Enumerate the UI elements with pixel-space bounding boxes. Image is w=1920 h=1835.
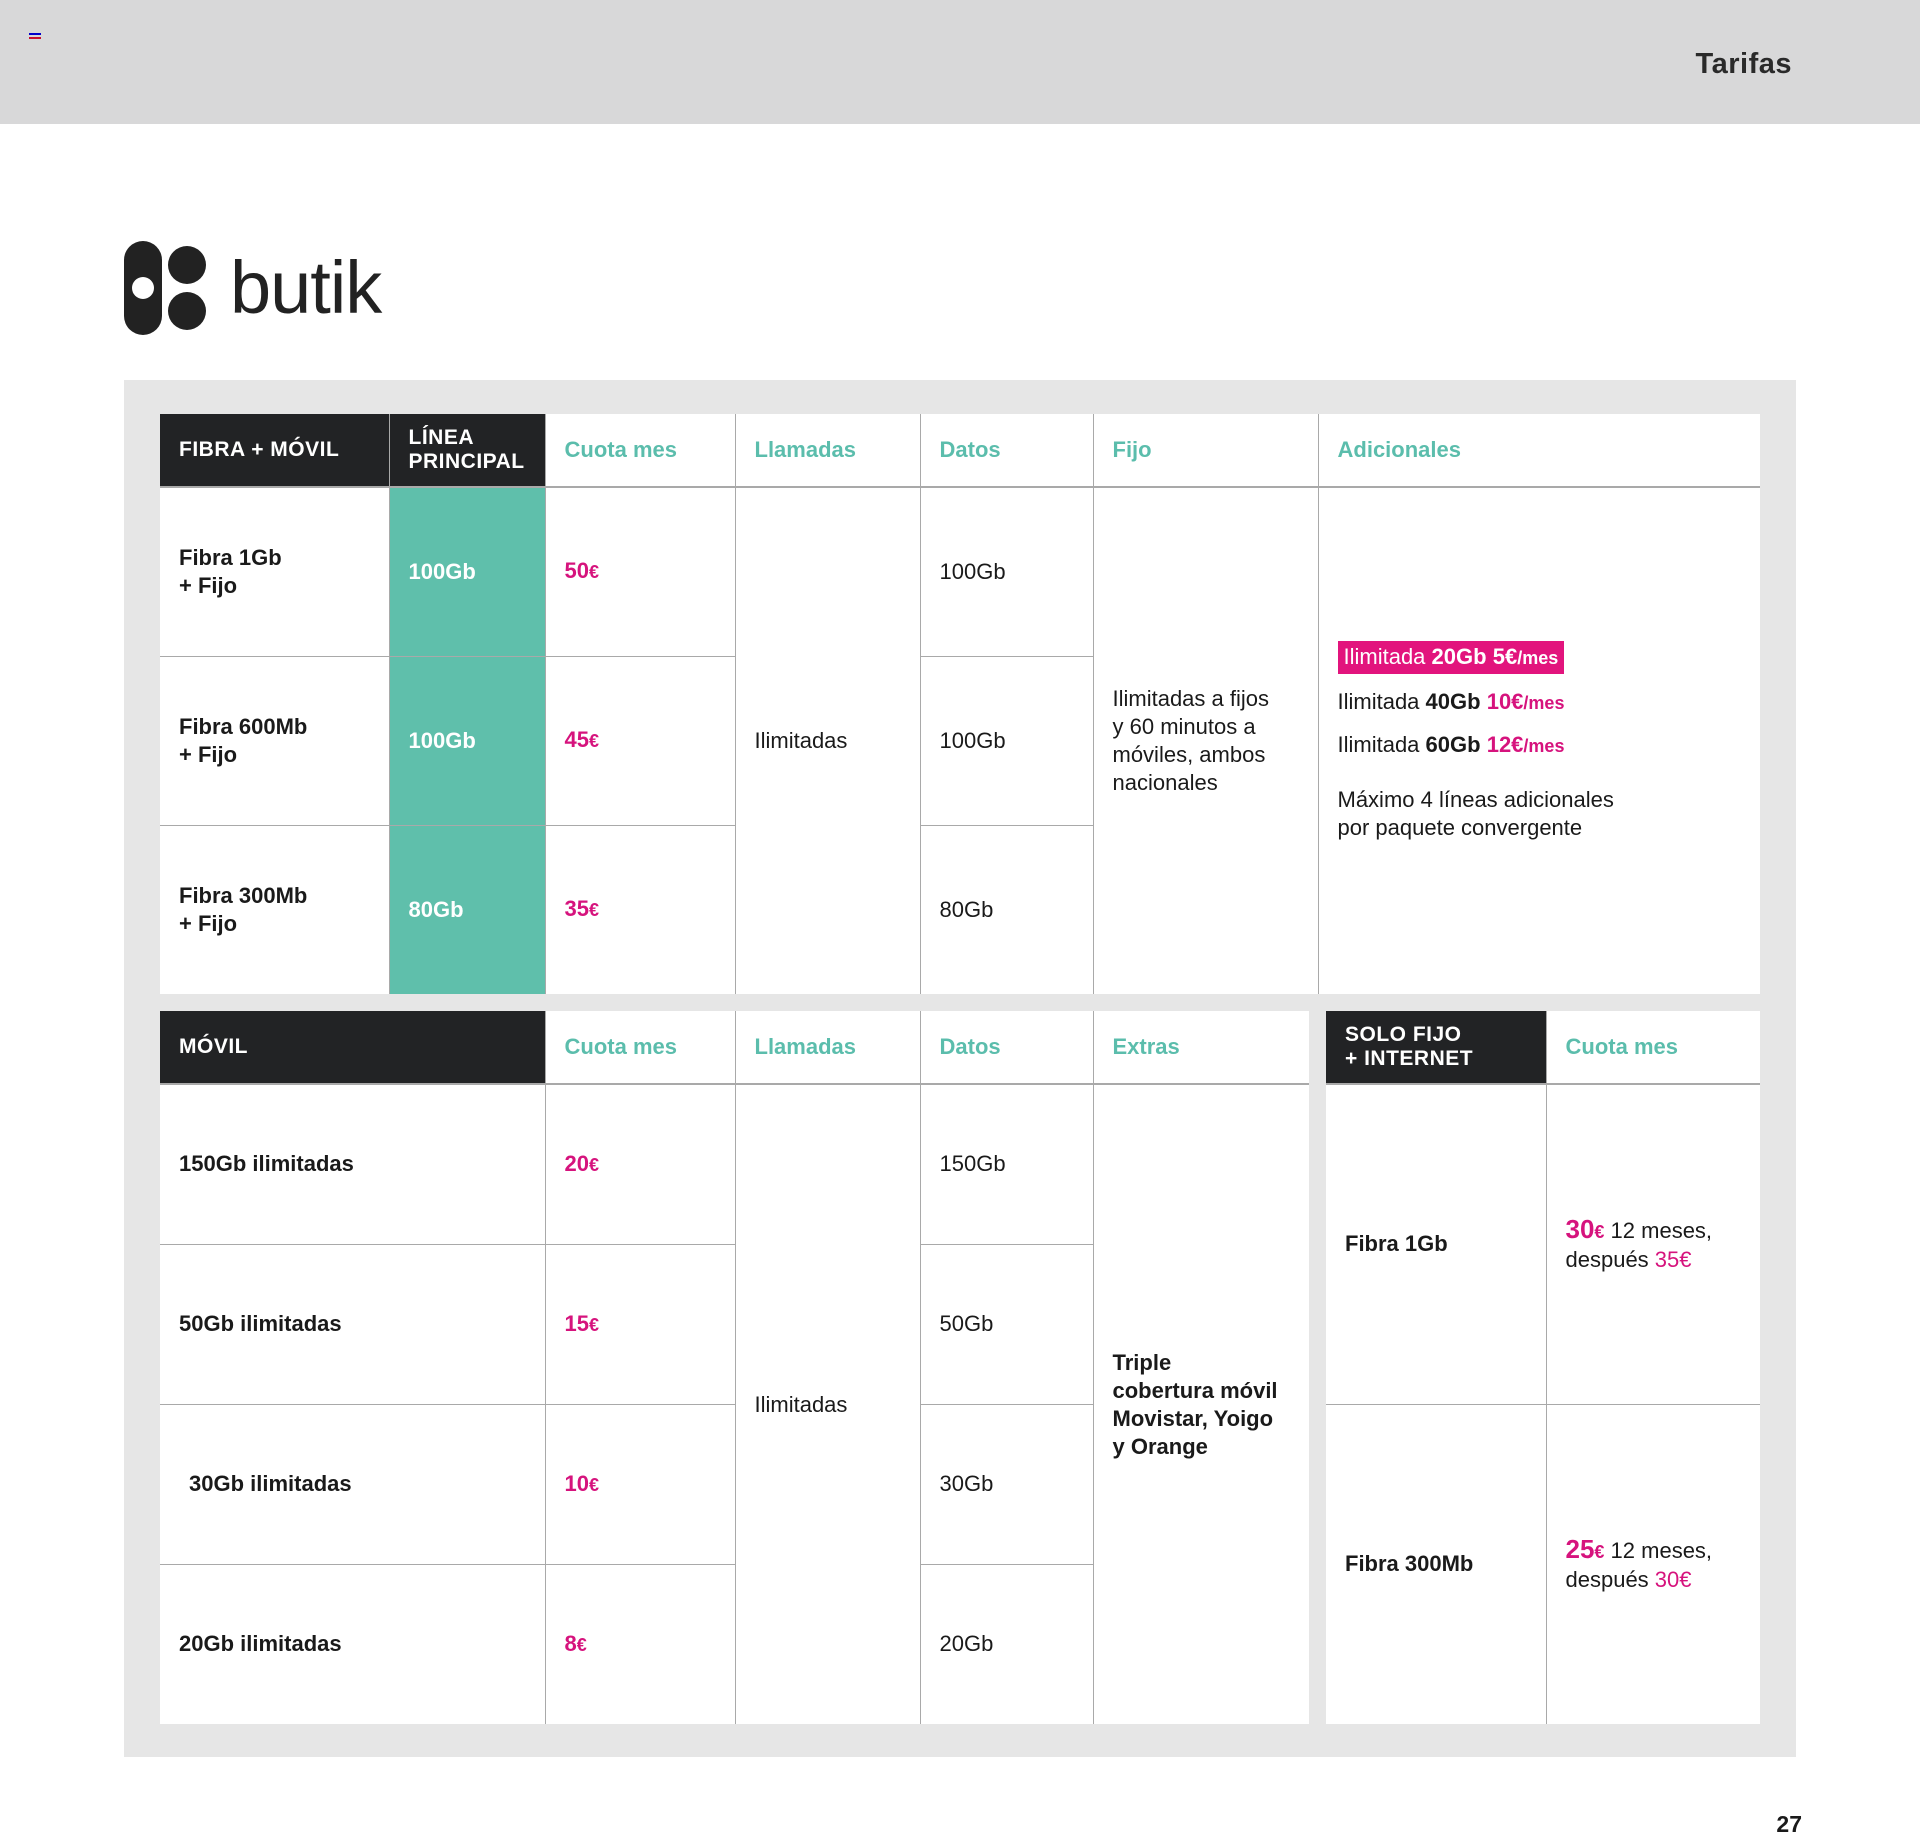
- header-cuota-mes: Cuota mes: [545, 1011, 735, 1084]
- section-title: Tarifas: [1695, 48, 1792, 80]
- datos-value: 150Gb: [920, 1084, 1093, 1244]
- cuota-mes-price: 35€: [545, 825, 735, 994]
- menu-icon-bar: [29, 33, 41, 35]
- butik-logo-icon: [124, 241, 206, 335]
- plan-name: 150Gb ilimitadas: [160, 1084, 545, 1244]
- datos-value: 80Gb: [920, 825, 1093, 994]
- plan-name: Fibra 1Gb: [1326, 1084, 1546, 1404]
- llamadas-value: Ilimitadas: [735, 487, 920, 994]
- header-fijo: Fijo: [1093, 414, 1318, 487]
- header-fibra-movil: FIBRA + MÓVIL: [160, 414, 389, 487]
- header-linea-principal: LÍNEA PRINCIPAL: [389, 414, 545, 487]
- plan-name: Fibra 1Gb + Fijo: [160, 487, 389, 656]
- top-bar: [0, 0, 1920, 124]
- header-movil: MÓVIL: [160, 1011, 545, 1084]
- cuota-mes-price: 25€ 12 meses, después 30€: [1546, 1404, 1760, 1724]
- adicional-option: Ilimitada 60Gb 12€/mes: [1337, 731, 1565, 757]
- fijo-description: Ilimitadas a fijos y 60 minutos a móviles, ambos nacionales: [1093, 487, 1318, 994]
- header-llamadas: Llamadas: [735, 1011, 920, 1084]
- linea-principal-data: 80Gb: [389, 825, 545, 994]
- cuota-mes-price: 20€: [545, 1084, 735, 1244]
- adicional-highlight-tag: Ilimitada 20Gb 5€/mes: [1338, 641, 1565, 674]
- header-adicionales: Adicionales: [1318, 414, 1760, 487]
- brand-name: butik: [230, 246, 382, 329]
- cuota-mes-price: 50€: [545, 487, 735, 656]
- table-row: [160, 487, 1760, 656]
- plan-name: Fibra 300Mb: [1326, 1404, 1546, 1724]
- table-row: [1326, 1084, 1760, 1404]
- adicional-note: Máximo 4 líneas adicionales por paquete convergente: [1337, 786, 1614, 840]
- datos-value: 30Gb: [920, 1404, 1093, 1564]
- header-datos: Datos: [920, 414, 1093, 487]
- menu-icon-bar: [29, 37, 41, 39]
- llamadas-value: Ilimitadas: [735, 1084, 920, 1724]
- cuota-mes-price: 10€: [545, 1404, 735, 1564]
- menu-icon[interactable]: [29, 33, 41, 42]
- header-solo-fijo-internet: SOLO FIJO + INTERNET: [1326, 1011, 1546, 1084]
- plan-name: 50Gb ilimitadas: [160, 1244, 545, 1404]
- header-datos: Datos: [920, 1011, 1093, 1084]
- cuota-mes-price: 15€: [545, 1244, 735, 1404]
- table-row: [1326, 1404, 1760, 1724]
- header-cuota-mes: Cuota mes: [1546, 1011, 1760, 1084]
- cuota-mes-price: 8€: [545, 1564, 735, 1724]
- solo-fijo-table: [1326, 1011, 1760, 1724]
- header-extras: Extras: [1093, 1011, 1309, 1084]
- fibra-movil-table: [160, 414, 1760, 994]
- cuota-mes-price: 45€: [545, 656, 735, 825]
- plan-name: Fibra 600Mb + Fijo: [160, 656, 389, 825]
- brand-logo: [124, 240, 381, 336]
- datos-value: 100Gb: [920, 487, 1093, 656]
- plan-name: Fibra 300Mb + Fijo: [160, 825, 389, 994]
- linea-principal-data: 100Gb: [389, 656, 545, 825]
- page-number: 27: [1776, 1811, 1802, 1835]
- extras-description: Triple cobertura móvil Movistar, Yoigo y Orange: [1093, 1084, 1309, 1724]
- adicionales-cell: [1318, 487, 1760, 994]
- linea-principal-data: 100Gb: [389, 487, 545, 656]
- datos-value: 50Gb: [920, 1244, 1093, 1404]
- plan-name: 20Gb ilimitadas: [160, 1564, 545, 1724]
- adicional-option: Ilimitada 40Gb 10€/mes: [1337, 688, 1565, 714]
- table-row: [160, 1084, 1309, 1244]
- plan-name: 30Gb ilimitadas: [160, 1404, 545, 1564]
- datos-value: 100Gb: [920, 656, 1093, 825]
- datos-value: 20Gb: [920, 1564, 1093, 1724]
- movil-table: [160, 1011, 1309, 1724]
- header-cuota-mes: Cuota mes: [545, 414, 735, 487]
- cuota-mes-price: 30€ 12 meses, después 35€: [1546, 1084, 1760, 1404]
- header-llamadas: Llamadas: [735, 414, 920, 487]
